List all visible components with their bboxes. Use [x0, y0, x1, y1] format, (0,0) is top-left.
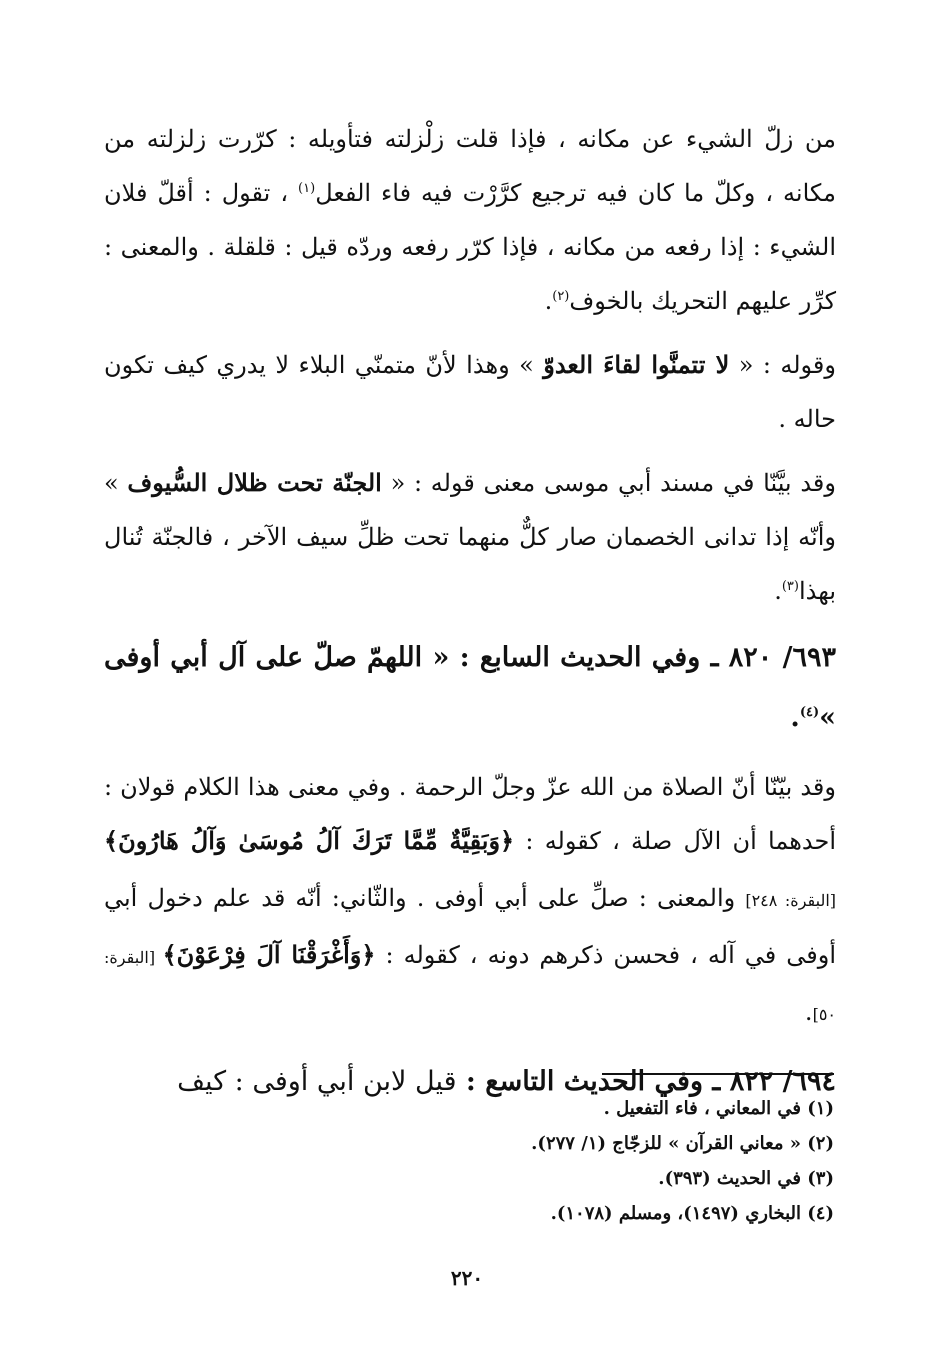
footnote-1: (١) في المعاني ، فاء التفعيل . [603, 1098, 834, 1119]
paragraph-text: ، تقول : أقلّ فلان الشيء : إذا رفعه من مكانه ، فإذا كرّر رفعه وردّه قيل : قلقلة . والمعنى : كرِّر عليهم التحريك بالخوف [104, 179, 836, 315]
footnote-marker[interactable]: (١) [298, 181, 316, 196]
quran-verse: ﴿وَأَغْرَقْنَا آلَ فِرْعَوْنَ﴾ [162, 940, 376, 969]
paragraph-text: . [804, 998, 813, 1026]
main-text [104, 112, 836, 1124]
footnote-marker[interactable]: (٣) [781, 579, 799, 594]
heading-text: ٦٩٣/ ٨٢٠ ـ وفي الحديث السابع : « اللهمّ صلّ على آل أبي أوفى » [104, 642, 836, 733]
page-number: ٢٢٠ [450, 1266, 484, 1290]
paragraph-text: قيل لابن أبي أوفى : كيف [177, 1066, 457, 1097]
footnotes [234, 1091, 834, 1231]
hadith-heading-693 [104, 628, 836, 748]
paragraph-text: والمعنى : صلِّ على أبي أوفى . والثّاني: أنّه قد علم دخول أبي أوفى في آله ، فحسن ذكرهم دونه ، كقوله : [104, 884, 837, 969]
paragraph-text: » وأنّه إذا تدانى الخصمان صار كلٌّ منهما تحت ظلِّ سيف الآخر ، فالجنّة تُنال بهذا [104, 469, 836, 605]
footnote-3: (٣) في الحديث (٣٩٣). [658, 1168, 834, 1189]
paragraph-text: وقوله : « [729, 351, 836, 379]
verse-reference: [البقرة: ٢٤٨] [745, 891, 837, 910]
footnote-marker[interactable]: (٤) [799, 705, 820, 720]
paragraph-text: . [774, 577, 782, 605]
paragraph-al-janna [104, 456, 836, 618]
paragraph-text: وقد بيّنّا أنّ الصلاة من الله عزّ وجلّ الرحمة . وفي معنى هذا الكلام قولان : أحدهما أن الآل صلة ، كقوله : [104, 773, 836, 855]
footnote-marker[interactable]: (٢) [552, 289, 570, 304]
heading-text: ٦٩٤/ ٨٢٢ ـ وفي الحديث التاسع : [456, 1066, 836, 1097]
footnote-2: (٢) « معاني القرآن » للزجّاج (١/ ٢٧٧). [531, 1133, 834, 1154]
paragraph-la-tatamannaw [104, 338, 836, 446]
paragraph-text: وقد بيَّنّا في مسند أبي موسى معنى قوله : « [381, 469, 836, 497]
paragraph-text: » وهذا لأنّ متمنّي البلاء لا يدري كيف تكون حاله . [104, 351, 836, 433]
footnote-separator [602, 1073, 834, 1075]
quran-verse: ﴿وَبَقِيَّةٌ مِّمَّا تَرَكَ آلُ مُوسَىٰ وَآلُ هَارُونَ﴾ [104, 826, 515, 855]
paragraph-salat [104, 760, 836, 1042]
paragraph-text: . [544, 287, 553, 315]
hadith-quote: الجنّة تحت ظلال السُّيوف [127, 468, 382, 497]
hadith-quote: لا تتمنَّوا لقاءَ العدوّ [543, 350, 730, 379]
footnote-4: (٤) البخاري (١٤٩٧)، ومسلم (١٠٧٨). [550, 1203, 834, 1224]
heading-text: . [790, 702, 800, 733]
verse-reference: [البقرة: ٥٠] [104, 948, 836, 1024]
paragraph-text: من زلّ الشيء عن مكانه ، فإذا قلت زلْزلته فتأويله : كرّرت زلزلته من مكانه ، وكلّ ما كان فيه ترجيع كرَّرْت فيه فاء الفعل [104, 125, 836, 207]
paragraph-zalzala [104, 112, 836, 328]
